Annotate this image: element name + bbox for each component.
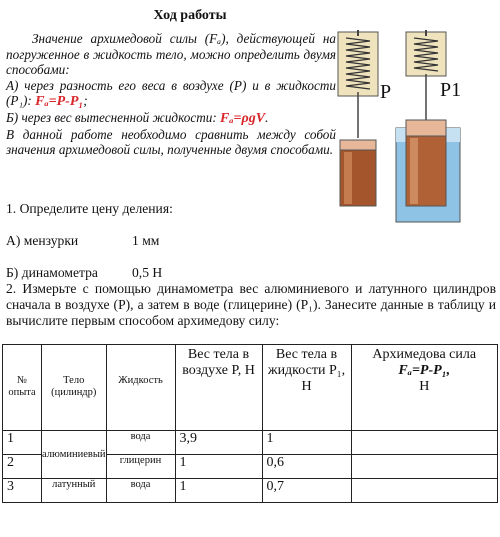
header-liquid: Жидкость (106, 345, 175, 431)
method-a-formula: Fₐ=P-P₁ (35, 94, 84, 110)
method-b: Б) через вес вытесненной жидкости: Fₐ=ρgV. (6, 109, 269, 126)
table-header-row (3, 345, 498, 431)
row-weight-liquid: 1 (262, 431, 351, 455)
header-weight-liquid: Вес тела в жидкости P₁, Н (262, 345, 351, 431)
row-weight-air: 3,9 (175, 431, 262, 455)
method-a: А) через разность его веса в воздухе (P) и в жидкости (P₁): Fₐ=P-P₁; (6, 77, 336, 110)
row-body: латунный (42, 479, 107, 503)
row-number: 3 (3, 479, 42, 503)
header-archimedes-unit: Н (419, 379, 430, 394)
results-table (2, 344, 498, 503)
row-weight-air: 1 (175, 479, 262, 503)
table-row (3, 431, 498, 455)
intro-text (6, 31, 336, 158)
answer-1-value: 1 мм (132, 233, 160, 248)
header-weight-air: Вес тела в воздухе P, Н (175, 345, 262, 431)
header-archimedes-title: Архимедова сила (372, 347, 477, 362)
row-liquid: вода (106, 431, 175, 455)
row-weight-liquid: 0,7 (262, 479, 351, 503)
row-archimedes (351, 455, 498, 479)
header-body: Тело (цилиндр) (42, 345, 107, 431)
question-2: 2. Измерьте с помощью динамометра вес алюминиевого и латунного цилиндров сначала в воздухе (P), а затем в воде (глицерине) (P₁). Занесите данные в таблицу и вычислите первым способом архимедову силу: (6, 281, 496, 328)
row-weight-liquid: 0,6 (262, 455, 351, 479)
row-number: 2 (3, 455, 42, 479)
header-number: № опыта (3, 345, 42, 431)
header-archimedes-formula: Fₐ=P-P₁, (398, 363, 451, 378)
table-row (3, 479, 498, 503)
method-b-text: Б) через вес вытесненной жидкости: (6, 109, 217, 125)
row-archimedes (351, 479, 498, 503)
dynamometer-air (338, 30, 378, 206)
intro-paragraph-2: В данной работе необходимо сравнить между собой значения архимедовой силы, полученные двумя способами. (6, 126, 336, 158)
method-a-text: А) через разность его веса в воздухе (P) и в жидкости (P₁): (6, 77, 336, 109)
dynamometer-liquid (396, 30, 460, 222)
method-b-formula: Fₐ=ρgV (220, 110, 266, 126)
page-title: Ход работы (153, 8, 227, 23)
answer-1-label: А) мензурки (6, 233, 79, 248)
answer-1 (6, 233, 159, 249)
intro-paragraph-1: Значение архимедовой силы (Fₐ), действующей на погруженное в жидкость тело, можно определить двумя способами: (6, 31, 336, 78)
dynamometer-illustration (336, 30, 500, 226)
row-liquid: вода (106, 479, 175, 503)
row-weight-air: 1 (175, 455, 262, 479)
header-archimedes (351, 345, 498, 431)
answer-2-label: Б) динамометра (6, 265, 98, 280)
label-p1: P1 (440, 79, 462, 101)
answer-2 (6, 265, 162, 281)
answer-2-value: 0,5 Н (132, 265, 163, 280)
row-archimedes (351, 431, 498, 455)
question-1: 1. Определите цену деления: (6, 201, 173, 216)
label-p: P (380, 81, 392, 103)
row-number: 1 (3, 431, 42, 455)
row-liquid: глицерин (106, 455, 175, 479)
row-body: алюминиевый (42, 431, 107, 479)
